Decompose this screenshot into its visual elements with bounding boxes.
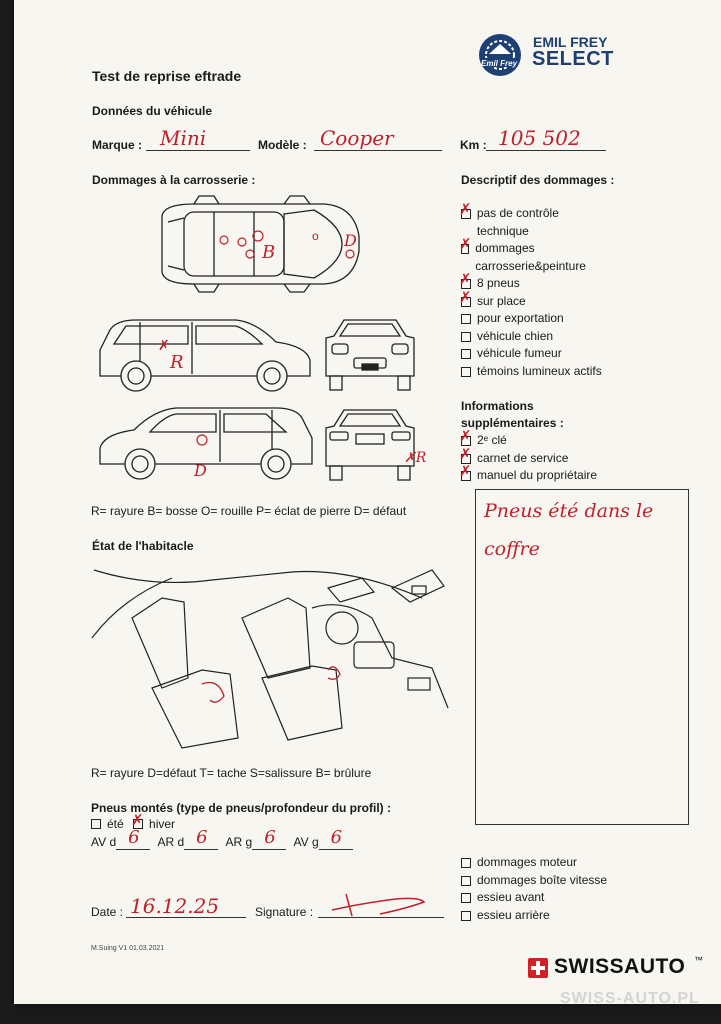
checkbox[interactable] (461, 893, 471, 903)
mechanical-check-item[interactable] (461, 854, 661, 872)
checkbox[interactable] (461, 332, 471, 342)
checkbox[interactable] (461, 911, 471, 921)
damage-desc-item[interactable] (461, 328, 611, 346)
checkbox[interactable] (461, 349, 471, 359)
model-value[interactable]: Cooper (320, 126, 394, 150)
svg-text:D: D (194, 461, 207, 480)
handwritten-note: Pneus été dans le coffre (484, 500, 654, 560)
logo-line2: SELECT (532, 48, 614, 70)
form-version: M.Suing V1 01.03.2021 (91, 945, 165, 952)
item-label: essieu avant (477, 890, 545, 904)
km-value[interactable]: 105 502 (498, 126, 581, 150)
checkbox[interactable] (461, 436, 471, 446)
item-label: véhicule fumeur (477, 346, 562, 360)
damage-desc-heading: Descriptif des dommages : (461, 173, 615, 187)
av-g-value: 6 (330, 827, 343, 848)
km-label: Km : (460, 138, 487, 152)
logo-line1: EMIL FREY (533, 34, 608, 50)
brand-label: Marque : (92, 138, 143, 152)
car-top-view-diagram (154, 196, 364, 292)
item-label: dommages carrosserie&peinture (475, 241, 586, 273)
brand-value[interactable]: Mini (160, 126, 207, 150)
item-label: 8 pneus (477, 276, 520, 290)
ar-g-label: AR g (225, 835, 253, 849)
body-damage-legend: R= rayure B= bosse O= rouille P= éclat de pierre D= défaut (91, 504, 407, 518)
brand-line (146, 150, 250, 151)
inspection-form-sheet (14, 0, 721, 1004)
tread-depth-row (91, 827, 353, 850)
form-title: Test de reprise eftrade (92, 68, 242, 84)
swiss-cross-icon (528, 958, 548, 978)
damage-desc-item[interactable] (461, 293, 611, 311)
checkbox[interactable] (461, 244, 469, 254)
item-label: pour exportation (477, 311, 564, 325)
signature-label: Signature : (255, 905, 314, 919)
checkbox[interactable] (461, 279, 471, 289)
damage-desc-list (461, 205, 611, 380)
damage-desc-item[interactable] (461, 345, 611, 363)
checkbox[interactable] (461, 367, 471, 377)
date-value[interactable]: 16.12.25 (130, 894, 220, 918)
car-rear-view-diagram (320, 404, 427, 484)
checkbox[interactable] (461, 297, 471, 307)
av-d-value: 6 (128, 827, 140, 848)
checkbox[interactable] (461, 209, 471, 219)
item-label: véhicule chien (477, 328, 554, 343)
interior-mark-1 (202, 683, 224, 703)
car-interior-diagram (92, 558, 452, 758)
interior-mark-2 (328, 667, 340, 680)
svg-text:o: o (312, 229, 319, 243)
item-label: pas de contrôle technique (476, 206, 559, 238)
checkbox[interactable] (461, 471, 471, 481)
extra-info-list (461, 432, 651, 485)
tires-heading: Pneus montés (type de pneus/profondeur du profil) : (91, 801, 392, 815)
item-label: 2ᵉ clé (477, 433, 507, 447)
mechanical-check-item[interactable] (461, 889, 661, 907)
item-label: sur place (477, 293, 526, 308)
side-right-mark: R (170, 352, 184, 373)
gear-badge-icon (477, 32, 523, 78)
extra-info-heading: Informations supplémentaires : (461, 399, 564, 430)
damage-desc-item[interactable] (461, 205, 611, 240)
extra-info-item[interactable] (461, 450, 651, 468)
mechanical-checks-list (461, 854, 661, 924)
extra-info-item[interactable] (461, 467, 651, 485)
rear-mark: ✗R (404, 450, 427, 466)
watermark-url: SWISS-AUTO.PL (560, 990, 700, 1007)
checkbox[interactable] (461, 314, 471, 324)
watermark-brand: SWISSAUTO (554, 955, 686, 978)
ar-d-field[interactable] (184, 827, 218, 850)
mechanical-check-item[interactable] (461, 907, 661, 925)
top-view-damage-marks (220, 229, 357, 263)
av-g-field[interactable] (319, 827, 353, 850)
watermark-tm: ™ (694, 955, 703, 965)
checkbox[interactable] (461, 858, 471, 868)
damage-desc-item[interactable] (461, 363, 611, 381)
ar-d-value: 6 (196, 827, 208, 848)
model-label: Modèle : (258, 138, 307, 152)
av-d-field[interactable] (116, 827, 150, 850)
winter-label: hiver (149, 817, 176, 831)
item-label: dommages boîte vitesse (477, 872, 608, 887)
svg-text:D: D (344, 231, 357, 250)
damage-desc-item[interactable] (461, 310, 611, 328)
side-right-x-mark: ✗ (158, 337, 170, 353)
car-side-right-diagram (96, 316, 316, 392)
checkbox[interactable] (461, 876, 471, 886)
badge-text: Emil Frey (481, 59, 518, 68)
damage-desc-item[interactable] (461, 240, 611, 275)
item-label: témoins lumineux actifs (477, 363, 602, 378)
av-d-label: AV d (91, 835, 117, 849)
extra-info-item[interactable] (461, 432, 651, 450)
vehicle-section-heading: Données du véhicule (92, 104, 213, 118)
body-damage-heading: Dommages à la carrosserie : (92, 173, 256, 187)
checkbox[interactable] (461, 454, 471, 464)
mechanical-check-item[interactable] (461, 872, 661, 890)
km-line (486, 150, 606, 151)
interior-legend: R= rayure D=défaut T= tache S=salissure B= brûlure (91, 766, 372, 780)
date-label: Date : (91, 905, 124, 919)
ar-g-field[interactable] (252, 827, 286, 850)
handwritten-signature[interactable] (328, 890, 428, 920)
notes-box[interactable] (475, 489, 689, 825)
side-left-damage-marks (193, 435, 207, 480)
ar-g-value: 6 (264, 827, 276, 848)
item-label: manuel du propriétaire (477, 468, 598, 482)
interior-heading: État de l'habitacle (92, 539, 194, 553)
item-label: dommages moteur (477, 855, 578, 869)
summer-label: été (107, 817, 124, 831)
summer-checkbox[interactable] (91, 819, 101, 829)
item-label: essieu arrière (477, 907, 550, 922)
damage-desc-item[interactable] (461, 275, 611, 293)
emil-frey-logo (477, 32, 637, 82)
item-label: carnet de service (477, 450, 569, 465)
svg-text:B: B (262, 242, 276, 263)
car-front-view-diagram (320, 314, 420, 394)
ar-d-label: AR d (157, 835, 185, 849)
av-g-label: AV g (293, 835, 319, 849)
model-line (314, 150, 442, 151)
car-side-left-diagram (96, 404, 316, 480)
